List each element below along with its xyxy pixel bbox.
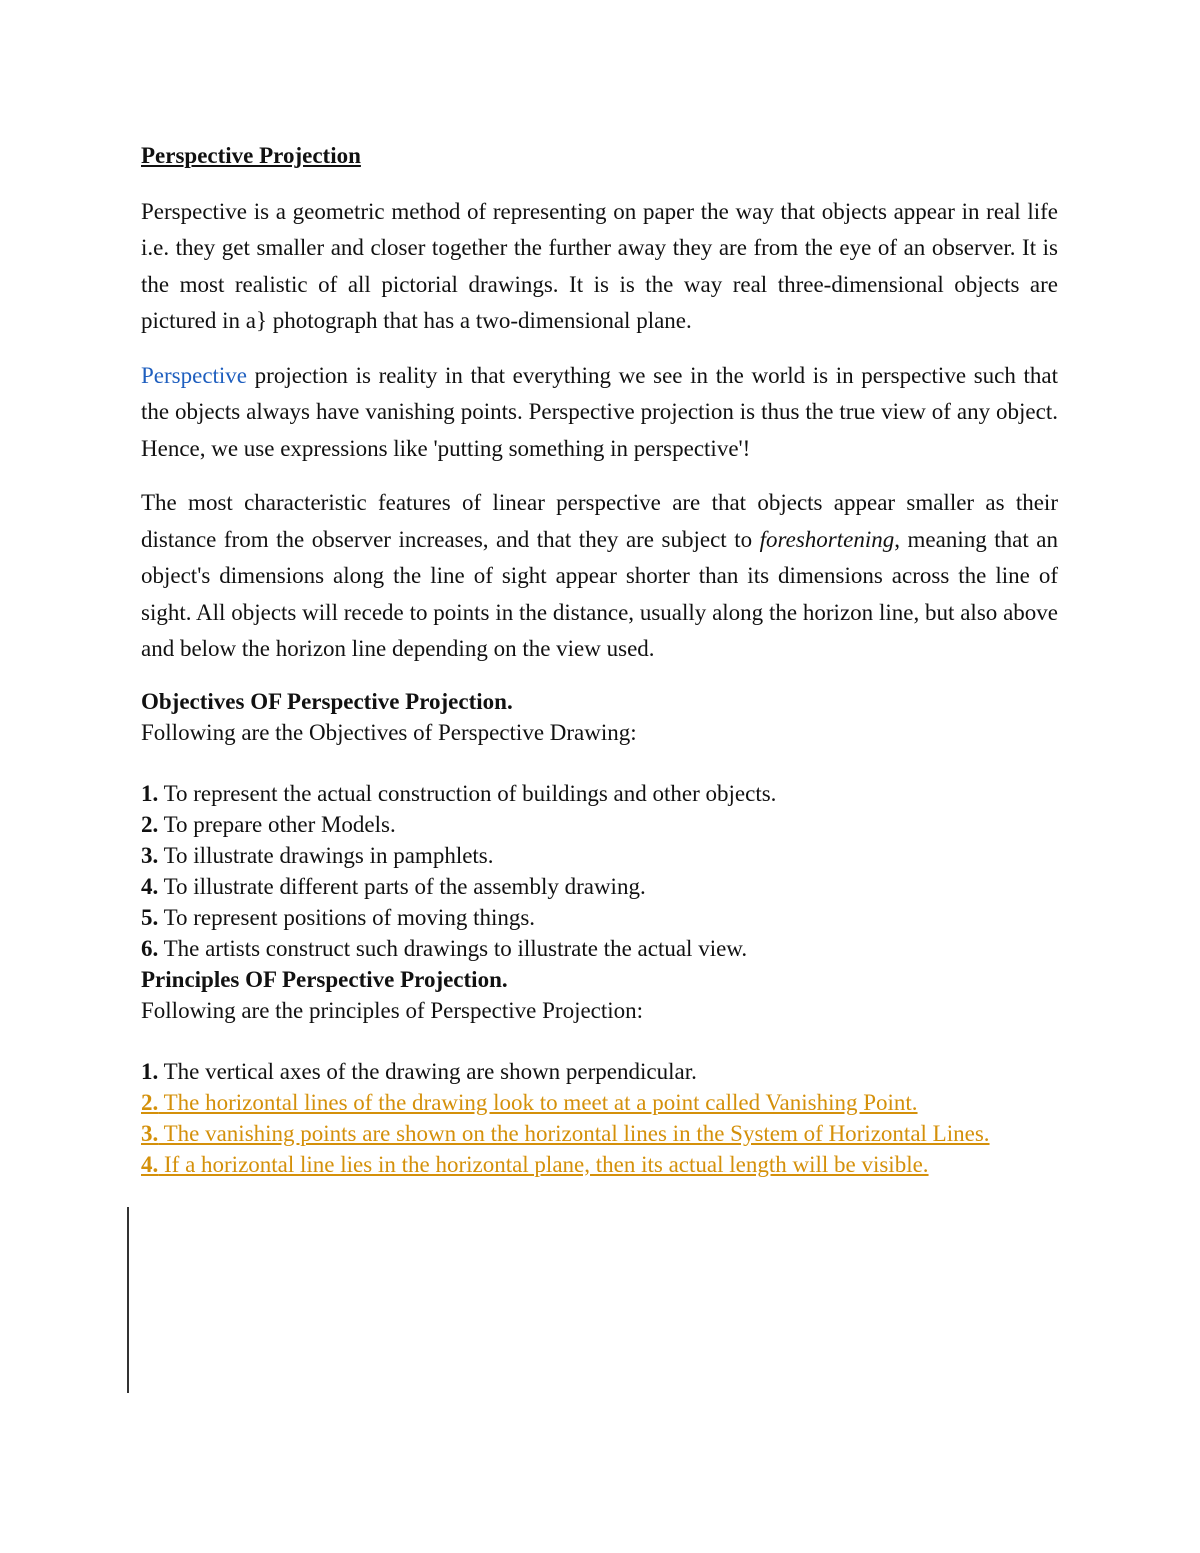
list-item — [141, 1056, 1058, 1087]
objectives-intro: Following are the Objectives of Perspective Drawing: — [141, 719, 637, 745]
list-item — [141, 902, 1058, 933]
item-text: To illustrate different parts of the assembly drawing. — [158, 873, 646, 899]
item-text: If a horizontal line lies in the horizontal plane, then its actual length will be visible. — [158, 1151, 929, 1177]
item-number: 1. — [141, 1058, 159, 1084]
foreshortening-term: foreshortening — [759, 526, 895, 552]
change-bar — [127, 1207, 129, 1393]
item-number: 4. — [141, 873, 159, 899]
paragraph-2-text: projection is reality in that everything we see in the world is in perspective such that the objects always have vanishing points. Perspective projection is thus the true view of any object. Hence, we use expressions like 'putting something in perspective'! — [141, 362, 1058, 461]
item-text: To represent positions of moving things. — [158, 904, 536, 930]
item-number: 2. — [141, 1089, 159, 1115]
tracked-list-item — [141, 1087, 1058, 1118]
list-item — [141, 840, 1058, 871]
item-number: 4. — [141, 1151, 159, 1177]
paragraph-2 — [141, 358, 1058, 468]
list-item — [141, 871, 1058, 902]
objectives-heading: Objectives OF Perspective Projection. — [141, 688, 513, 714]
item-text: The artists construct such drawings to illustrate the actual view. — [158, 935, 748, 961]
list-item — [141, 933, 1058, 964]
principles-intro: Following are the principles of Perspective Projection: — [141, 997, 644, 1023]
paragraph-3 — [141, 485, 1058, 668]
item-number: 2. — [141, 811, 159, 837]
item-number: 6. — [141, 935, 159, 961]
item-number: 5. — [141, 904, 159, 930]
item-text: To illustrate drawings in pamphlets. — [158, 842, 494, 868]
item-text: The horizontal lines of the drawing look to meet at a point called Vanishing Point. — [158, 1089, 918, 1115]
tracked-list-item — [141, 1118, 1058, 1149]
objectives-section — [141, 686, 1058, 1180]
paragraph-3-before: The most characteristic features of linear perspective are that objects appear smaller as their distance from the observer increases, and that they are subject to — [141, 490, 1058, 552]
list-item — [141, 778, 1058, 809]
item-text: The vertical axes of the drawing are shown perpendicular. — [158, 1058, 697, 1084]
item-text: To represent the actual construction of buildings and other objects. — [158, 780, 777, 806]
paragraph-1: Perspective is a geometric method of representing on paper the way that objects appear in real life i.e. they get smaller and closer together the further away they are from the eye of an observer. It is the most realistic of all pictorial drawings. It is is the way real three-dimensional objects are pictured in a} photograph that has a two-dimensional plane. — [141, 198, 1058, 333]
paragraph-3-after: , meaning that an object's dimensions along the line of sight appear shorter than its dimensions across the line of sight. All objects will recede to points in the distance, usually along the horizon line, but also above and below the horizon line depending on the view used. — [141, 526, 1058, 661]
perspective-link[interactable]: Perspective — [141, 362, 248, 388]
principles-heading: Principles OF Perspective Projection. — [141, 966, 508, 992]
item-number: 3. — [141, 1120, 159, 1146]
item-number: 3. — [141, 842, 159, 868]
item-text: The vanishing points are shown on the horizontal lines in the System of Horizontal Lines. — [158, 1120, 990, 1146]
tracked-list-item — [141, 1149, 1058, 1180]
item-number: 1. — [141, 780, 159, 806]
document-page — [141, 138, 1058, 1180]
item-text: To prepare other Models. — [158, 811, 396, 837]
document-title: Perspective Projection — [141, 143, 361, 168]
list-item — [141, 809, 1058, 840]
